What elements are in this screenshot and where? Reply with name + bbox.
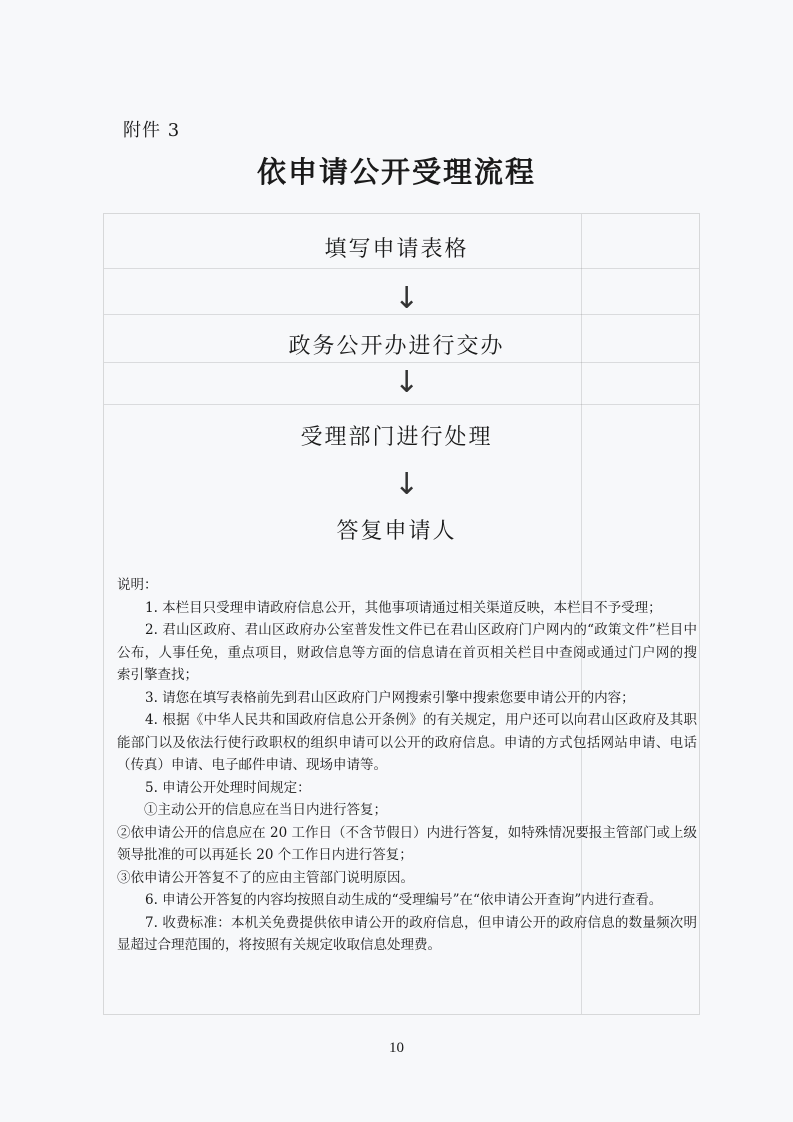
note-item: 1. 本栏目只受理申请政府信息公开，其他事项请通过相关渠道反映，本栏目不予受理； xyxy=(145,599,662,616)
flow-step-2: 政务公开办进行交办 xyxy=(288,334,505,359)
note-subitem: ②依申请公开的信息应在 20 工作日（不含节假日）内进行答复，如特殊情况要报主管部门或上级领导批准的可以再延长 20 个工作日内进行答复； xyxy=(117,824,697,863)
note-item: 7. 收费标准：本机关免费提供依申请公开的政府信息，但申请公开的政府信息的数量频次明显超过合理范围的，将按照有关规定收取信息处理费。 xyxy=(117,914,697,953)
flow-arrow-down-icon: ↓ xyxy=(394,281,420,316)
flow-step-1: 填写申请表格 xyxy=(324,237,469,262)
notes-section xyxy=(117,574,697,957)
page-number: 10 xyxy=(389,1040,404,1056)
note-item: 5. 申请公开处理时间规定： xyxy=(145,779,311,796)
flow-step-3: 受理部门进行处理 xyxy=(300,425,493,450)
note-subitem: ③依申请公开答复不了的应由主管部门说明原因。 xyxy=(117,869,414,886)
flow-step-4: 答复申请人 xyxy=(336,519,457,544)
note-item: 2. 君山区政府、君山区政府办公室普发性文件已在君山区政府门户网内的“政策文件”栏目中公布，人事任免，重点项目，财政信息等方面的信息请在首页相关栏目中查阅或通过门户网的搜索引擎查找； xyxy=(117,622,697,683)
page-title: 依申请公开受理流程 xyxy=(256,155,536,189)
flow-arrow-down-icon: ↓ xyxy=(394,467,420,502)
note-item: 4. 根据《中华人民共和国政府信息公开条例》的有关规定，用户还可以向君山区政府及其职能部门以及依法行使行政职权的组织申请可以公开的政府信息。申请的方式包括网站申请、电话（传真）申请、电子邮件申请、现场申请等。 xyxy=(117,712,697,773)
attachment-label: 附件 3 xyxy=(123,120,181,141)
notes-heading: 说明： xyxy=(117,577,158,593)
flow-arrow-down-icon: ↓ xyxy=(394,365,420,400)
note-item: 6. 申请公开答复的内容均按照自动生成的“受理编号”在“依申请公开查询”内进行查看。 xyxy=(145,892,663,908)
note-item: 3. 请您在填写表格前先到君山区政府门户网搜索引擎中搜索您要申请公开的内容； xyxy=(145,689,635,706)
note-subitem: ①主动公开的信息应在当日内进行答复； xyxy=(144,802,387,818)
